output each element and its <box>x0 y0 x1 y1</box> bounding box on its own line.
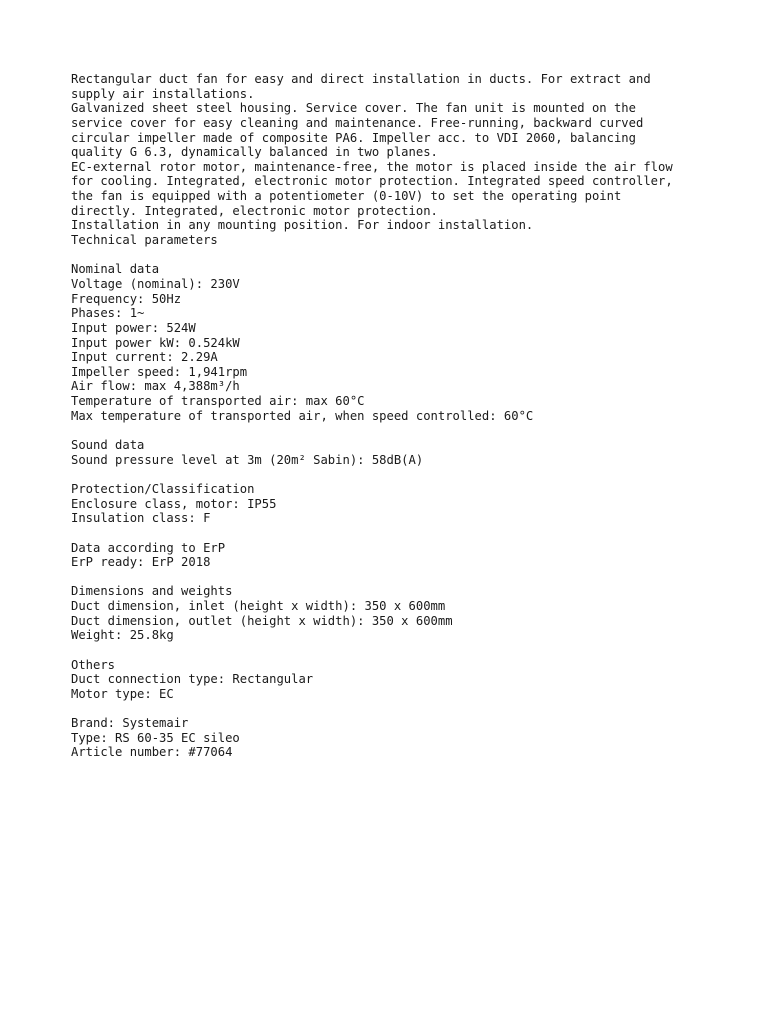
spec-line: Input power kW: 0.524kW <box>71 335 240 350</box>
spec-line: Air flow: max 4,388m³/h <box>71 379 240 394</box>
others-section <box>71 658 711 702</box>
spacer <box>71 526 711 541</box>
spacer <box>71 702 711 717</box>
spacer <box>71 423 711 438</box>
dimensions-section <box>71 584 711 643</box>
product-section <box>71 716 711 760</box>
section-heading: Data according to ErP <box>71 540 226 555</box>
spec-line: Voltage (nominal): 230V <box>71 276 240 291</box>
description-line: Galvanized sheet steel housing. Service cover. The fan unit is mounted on the <box>71 101 636 116</box>
spacer <box>71 467 711 482</box>
spec-line: Input current: 2.29A <box>71 350 218 365</box>
description-line: supply air installations. <box>71 86 255 101</box>
brand-line: Brand: Systemair <box>71 716 189 731</box>
spacer <box>71 643 711 658</box>
nominal-data-section <box>71 262 711 423</box>
spec-line: Insulation class: F <box>71 511 211 526</box>
description-section <box>71 72 711 248</box>
spec-line: Impeller speed: 1,941rpm <box>71 364 248 379</box>
section-heading: Dimensions and weights <box>71 584 233 599</box>
spec-line: ErP ready: ErP 2018 <box>71 555 211 570</box>
article-number-line: Article number: #77064 <box>71 745 233 760</box>
spec-line: Max temperature of transported air, when speed controlled: 60°C <box>71 408 534 423</box>
spec-line: Input power: 524W <box>71 320 196 335</box>
type-line: Type: RS 60-35 EC sileo <box>71 730 240 745</box>
document-page <box>71 72 711 760</box>
spacer <box>71 248 711 263</box>
spec-line: Duct dimension, inlet (height x width): 350 x 600mm <box>71 599 446 614</box>
sound-data-section <box>71 438 711 467</box>
spec-line: Duct connection type: Rectangular <box>71 672 314 687</box>
description-line: EC-external rotor motor, maintenance-free, the motor is placed inside the air flow <box>71 159 673 174</box>
spec-line: Enclosure class, motor: IP55 <box>71 496 277 511</box>
description-line: directly. Integrated, electronic motor protection. <box>71 203 438 218</box>
section-heading: Others <box>71 657 116 672</box>
spec-line: Sound pressure level at 3m (20m² Sabin): 58dB(A) <box>71 452 424 467</box>
section-heading: Nominal data <box>71 262 160 277</box>
technical-parameters-heading: Technical parameters <box>71 233 218 248</box>
description-line: quality G 6.3, dynamically balanced in two planes. <box>71 145 438 160</box>
spec-line: Phases: 1~ <box>71 306 145 321</box>
spec-line: Motor type: EC <box>71 686 174 701</box>
description-line: Installation in any mounting position. For indoor installation. <box>71 218 534 233</box>
spec-line: Duct dimension, outlet (height x width): 350 x 600mm <box>71 613 453 628</box>
section-heading: Sound data <box>71 438 145 453</box>
section-heading: Protection/Classification <box>71 481 255 496</box>
description-line: the fan is equipped with a potentiometer (0-10V) to set the operating point <box>71 189 622 204</box>
spacer <box>71 570 711 585</box>
spec-line: Weight: 25.8kg <box>71 628 174 643</box>
spec-line: Frequency: 50Hz <box>71 291 182 306</box>
spec-line: Temperature of transported air: max 60°C <box>71 394 365 409</box>
description-line: Rectangular duct fan for easy and direct installation in ducts. For extract and <box>71 72 651 86</box>
description-line: for cooling. Integrated, electronic motor protection. Integrated speed controller, <box>71 174 673 189</box>
description-line: service cover for easy cleaning and maintenance. Free-running, backward curved <box>71 115 644 130</box>
protection-section <box>71 482 711 526</box>
description-line: circular impeller made of composite PA6. Impeller acc. to VDI 2060, balancing <box>71 130 636 145</box>
erp-section <box>71 541 711 570</box>
